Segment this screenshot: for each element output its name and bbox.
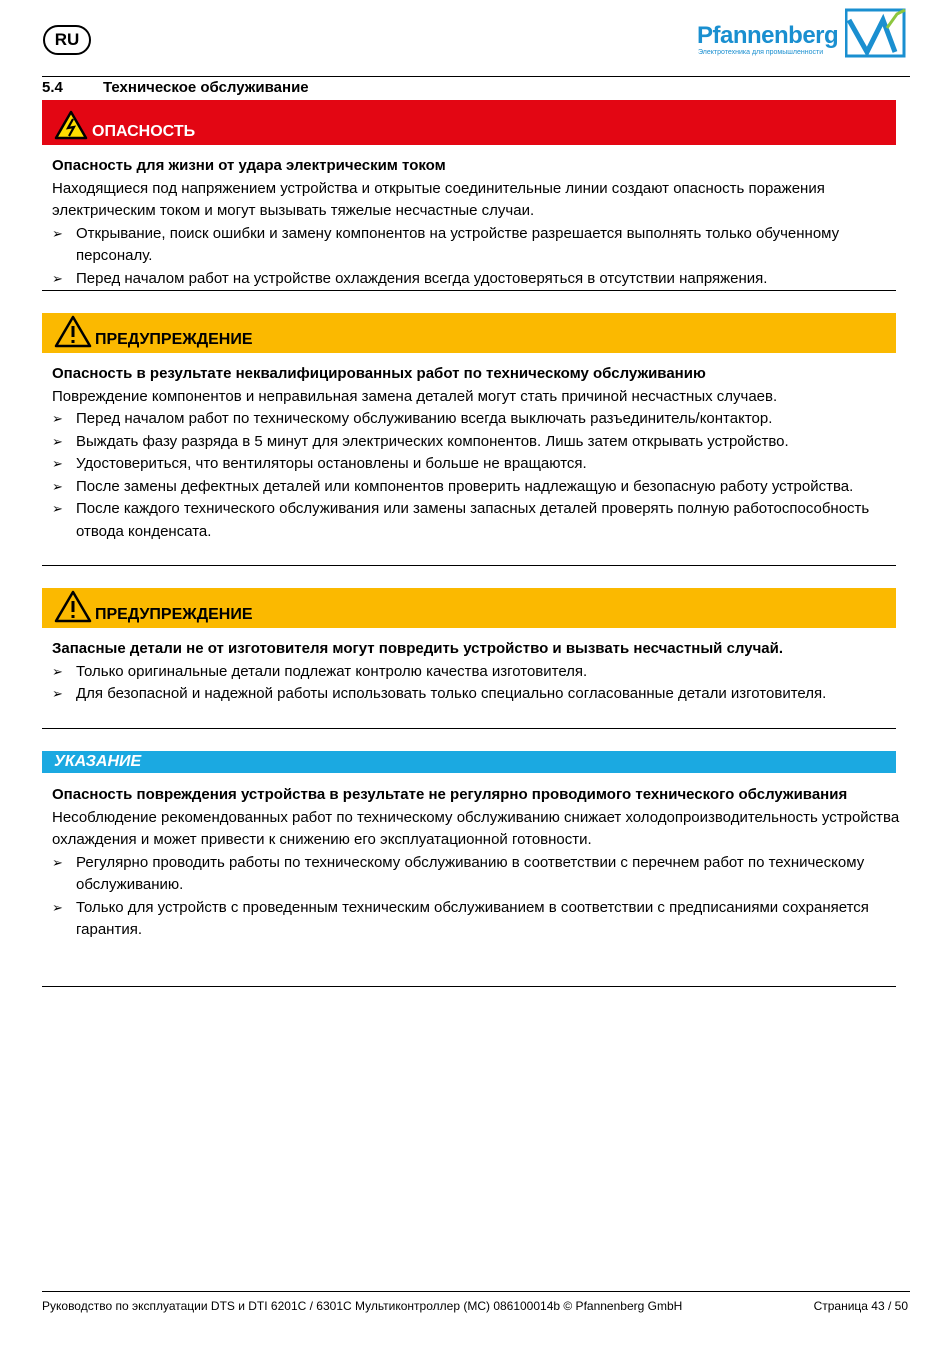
warning-triangle-icon [54, 315, 92, 348]
note-content [52, 784, 902, 942]
warning-divider-2 [42, 728, 896, 729]
list-item: ➢ Перед началом работ на устройстве охлаждения всегда удостоверяться в отсутствии напряжения. [52, 268, 902, 291]
danger-content [52, 155, 902, 290]
note-bullet-list [52, 852, 902, 942]
section-number: 5.4 [42, 79, 63, 96]
danger-divider [42, 290, 896, 291]
warning-content-2 [52, 638, 902, 706]
warning-bullet-list-2 [52, 661, 902, 706]
warning-label-2: ПРЕДУПРЕЖДЕНИЕ [95, 606, 253, 623]
logo-tagline: Электротехника для промышленности [698, 49, 824, 56]
warning-title-2: Запасные детали не от изготовителя могут повредить устройство и вызвать несчастный случай. [52, 640, 784, 657]
danger-label: ОПАСНОСТЬ [92, 123, 196, 140]
language-badge: RU [43, 25, 91, 55]
header-divider [42, 76, 910, 77]
logo-mark-icon [845, 8, 907, 58]
note-title: Опасность повреждения устройства в результате не регулярно проводимого технического обслуживания [52, 786, 848, 803]
footer-divider [42, 1291, 910, 1292]
warning-label: ПРЕДУПРЕЖДЕНИЕ [95, 331, 253, 348]
warning-banner-2 [42, 588, 896, 628]
list-item: ➢ После замены дефектных деталей или компонентов проверить надлежащую и безопасную работу устройства. [52, 476, 902, 499]
list-item: ➢ Только оригинальные детали подлежат контролю качества изготовителя. [52, 661, 902, 684]
logo-wordmark: Pfannenberg [697, 22, 839, 49]
note-banner [42, 751, 896, 773]
footer-page-number: Страница 43 / 50 [813, 1299, 908, 1313]
list-item: ➢ Открывание, поиск ошибки и замену компонентов на устройстве разрешается выполнять только обученному персоналу. [52, 223, 902, 268]
list-item: ➢ После каждого технического обслуживания или замены запасных деталей проверять полную работоспособность отвода конденсата. [52, 498, 902, 543]
list-item: ➢ Выждать фазу разряда в 5 минут для электрических компонентов. Лишь затем открывать устройство. [52, 431, 902, 454]
warning-triangle-icon [54, 590, 92, 623]
warning-banner [42, 313, 896, 353]
warning-content [52, 363, 902, 543]
danger-title: Опасность для жизни от удара электрическим током [52, 157, 446, 174]
danger-text: Находящиеся под напряжением устройства и открытые соединительные линии создают опасность поражения электрическим током и могут вызывать тяжелые несчастные случаи. [52, 179, 825, 219]
pfannenberg-logo [697, 8, 909, 58]
danger-bullet-list [52, 223, 902, 291]
list-item: ➢ Регулярно проводить работы по техническому обслуживанию в соответствии с перечнем работ по техническому обслуживанию. [52, 852, 902, 897]
note-divider [42, 986, 896, 987]
note-text: Несоблюдение рекомендованных работ по техническому обслуживанию снижает холодопроизводительность устройства охлаждения и может привести к снижению его эксплуатационной готовности. [52, 808, 900, 848]
note-label: УКАЗАНИЕ [54, 753, 142, 770]
list-item: ➢ Удостовериться, что вентиляторы остановлены и больше не вращаются. [52, 453, 902, 476]
warning-divider [42, 565, 896, 566]
warning-bullet-list [52, 408, 902, 543]
section-heading [42, 79, 309, 96]
list-item: ➢ Перед началом работ по техническому обслуживанию всегда выключать разъединитель/контактор. [52, 408, 902, 431]
warning-text: Повреждение компонентов и неправильная замена деталей могут стать причиной несчастных случаев. [52, 387, 778, 405]
danger-banner [42, 100, 896, 145]
warning-title: Опасность в результате неквалифицированных работ по техническому обслуживанию [52, 365, 706, 382]
list-item: ➢ Для безопасной и надежной работы использовать только специально согласованные детали изготовителя. [52, 683, 902, 706]
footer-document-title: Руководство по эксплуатации DTS и DTI 6201C / 6301C Мультиконтроллер (MC) 086100014b © Pfannenberg GmbH [42, 1299, 683, 1313]
section-title: Техническое обслуживание [103, 79, 309, 96]
electric-hazard-icon [54, 110, 88, 140]
list-item: ➢ Только для устройств с проведенным техническим обслуживанием в соответствии с предписаниями сохраняется гарантия. [52, 897, 902, 942]
page-footer [42, 1299, 908, 1313]
